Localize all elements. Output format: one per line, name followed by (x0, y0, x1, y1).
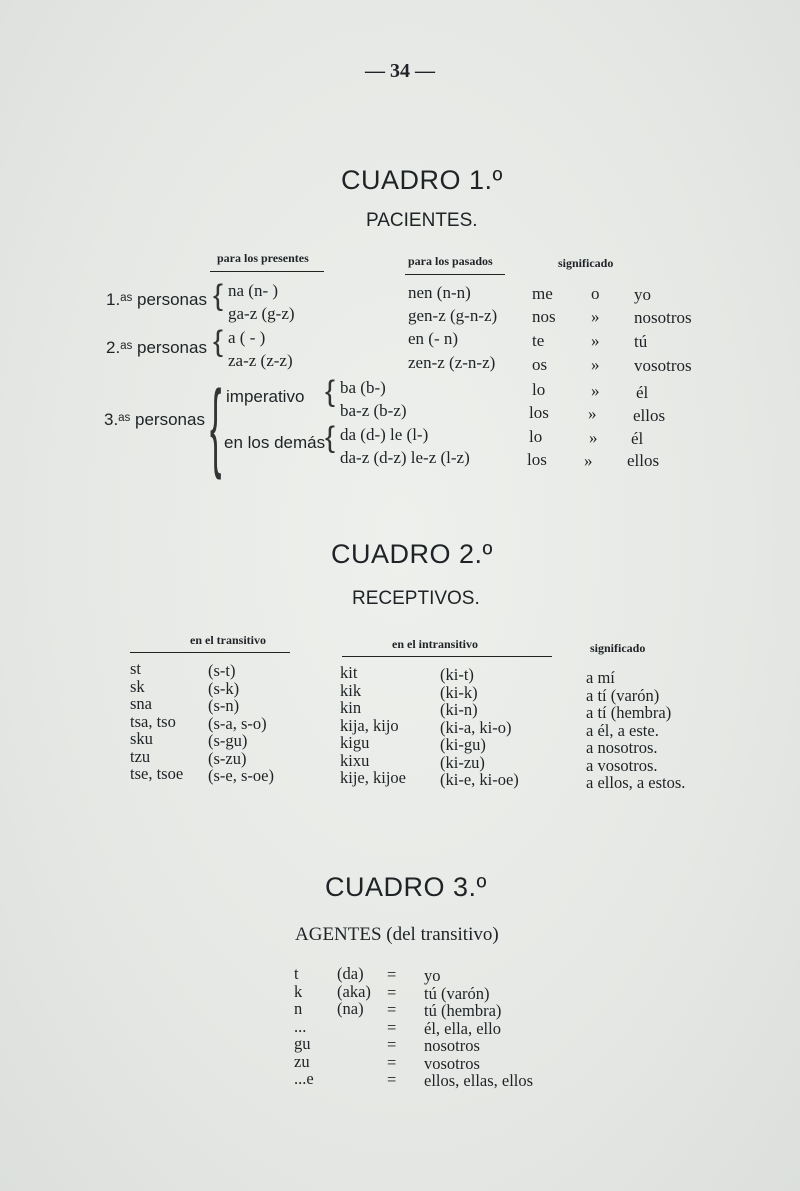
third4-sig: ellos (627, 451, 660, 470)
head-pasados: para los pasados (408, 254, 493, 268)
brace-2: { (213, 325, 224, 358)
agente-meaning: nosotros (424, 1036, 480, 1055)
row2-o: » (591, 307, 600, 326)
agente-long: (da) (337, 964, 364, 983)
row2-pres: ga-z (g-z) (228, 304, 295, 323)
rule-transitivo (130, 652, 290, 653)
trans-analysis-col (208, 662, 274, 785)
receptivo-meaning: a ellos, a estos. (586, 773, 686, 792)
intr-analysis: (ki-gu) (440, 735, 486, 754)
head-presentes: para los presentes (217, 251, 309, 265)
head-transitivo: en el transitivo (190, 633, 266, 647)
row1-sig: yo (634, 285, 651, 304)
agente-meaning: yo (424, 966, 441, 985)
rule-presentes (210, 271, 324, 272)
third1-o: » (591, 381, 600, 400)
cuadro2-title: CUADRO 2.º (331, 539, 493, 569)
trans-analysis: (s-k) (208, 678, 240, 698)
row1-pas: nen (n-n) (408, 283, 471, 302)
intr-form: kije, kijoe (340, 768, 406, 787)
row3-pas: en (- n) (408, 329, 459, 348)
agente-meaning: tú (varón) (424, 983, 490, 1003)
intr-analysis: (ki-k) (440, 682, 478, 702)
receptivo-meaning: a vosotros. (586, 755, 658, 775)
trans-analysis: (s-a, s-o) (208, 713, 267, 733)
row3-pron: te (532, 331, 545, 350)
row2-sig: nosotros (634, 308, 692, 327)
intr-form: kija, kijo (340, 715, 399, 735)
agente-long: (na) (337, 999, 364, 1018)
equals-sign: = (387, 1052, 397, 1072)
agente-form: t (294, 964, 299, 983)
receptivo-meaning: a tí (varón) (586, 685, 660, 705)
intr-analysis: (ki-e, ki-oe) (440, 770, 519, 789)
receptivo-meaning: a mí (586, 668, 615, 687)
rule-pasados (405, 274, 505, 275)
equals-sign: = (387, 1017, 397, 1037)
agente-form: ...e (294, 1069, 314, 1088)
row4-o: » (591, 355, 600, 374)
brace-1: { (213, 279, 224, 312)
cuadro1-subtitle: PACIENTES. (366, 210, 478, 231)
row1-o: o (591, 284, 600, 303)
receptivos-meaning-col (586, 669, 685, 792)
intr-forms-col (340, 664, 406, 787)
trans-form: sku (130, 729, 153, 748)
agente-form: ... (294, 1016, 307, 1036)
equals-sign: = (387, 982, 397, 1002)
row4-pas: zen-z (z-n-z) (408, 353, 496, 372)
cuadro2-subtitle: RECEPTIVOS. (352, 588, 480, 609)
trans-form: st (130, 659, 142, 678)
trans-analysis: (s-zu) (208, 748, 247, 768)
intr-analysis: (ki-t) (440, 665, 474, 684)
imperativo-label: imperativo (226, 387, 305, 406)
cuadro3-subtitle: AGENTES (del transitivo) (295, 924, 499, 945)
trans-form: sna (130, 694, 152, 713)
intr-form: kixu (340, 750, 370, 770)
third1-sig: él (636, 383, 649, 402)
rule-intransitivo (342, 656, 552, 657)
row2-pas: gen-z (g-n-z) (408, 306, 498, 325)
third4-pron: los (527, 450, 547, 469)
row4-pres: za-z (z-z) (228, 351, 293, 370)
third3-o: » (589, 428, 598, 447)
agentes-forms-col (294, 965, 314, 1088)
intr-form: kik (340, 680, 362, 700)
row4-pron: os (532, 355, 548, 374)
receptivo-meaning: a él, a este. (586, 720, 659, 740)
intr-analysis-col (440, 666, 519, 789)
trans-form: tzu (130, 746, 151, 766)
intr-analysis: (ki-a, ki-o) (440, 717, 512, 737)
intr-analysis: (ki-n) (440, 700, 478, 719)
trans-form: sk (130, 676, 145, 696)
trans-analysis: (s-e, s-oe) (208, 766, 274, 785)
equals-sign: = (387, 1000, 397, 1019)
agente-form: gu (294, 1034, 311, 1053)
cuadro1-title: CUADRO 1.º (341, 165, 503, 195)
p3-label: 3.ᵃˢ personas (104, 410, 205, 429)
trans-form: tsa, tso (130, 711, 176, 731)
agente-form: k (294, 981, 303, 1001)
agente-long: (aka) (337, 981, 371, 1001)
head-significado-2: significado (590, 641, 646, 655)
trans-analysis: (s-t) (208, 661, 236, 680)
third1-pron: lo (532, 380, 546, 399)
third4-o: » (584, 451, 593, 470)
row1-pron: me (532, 284, 553, 303)
p1-label: 1.ᵃˢ personas (106, 290, 207, 309)
receptivo-meaning: a tí (hembra) (586, 703, 672, 722)
row2-pron: nos (532, 307, 556, 326)
intr-form: kigu (340, 733, 370, 752)
brace-3: { (210, 370, 222, 480)
row4-sig: vosotros (634, 356, 692, 375)
third3-sig: él (631, 429, 644, 448)
third2-sig: ellos (633, 406, 666, 425)
third3-pron: lo (529, 427, 543, 446)
row3-sig: tú (634, 332, 648, 351)
intr-form: kit (340, 663, 358, 682)
row3-pres: a ( - ) (228, 328, 266, 347)
agente-form: n (294, 999, 303, 1018)
agentes-meaning-col (424, 967, 533, 1090)
cuadro3-title: CUADRO 3.º (325, 872, 487, 902)
agentes-long-col (337, 965, 371, 1018)
brace-5: { (325, 421, 336, 454)
brace-4: { (325, 375, 336, 408)
equals-sign: = (387, 1035, 397, 1054)
trans-forms-col (130, 660, 183, 783)
row1-pres: na (n- ) (228, 281, 279, 300)
agente-meaning: vosotros (424, 1053, 480, 1073)
intr-form: kin (340, 698, 362, 717)
equals-sign: = (387, 1070, 397, 1089)
trans-analysis: (s-n) (208, 696, 240, 715)
third4-form: da-z (d-z) le-z (l-z) (340, 448, 470, 467)
agente-form: zu (294, 1051, 310, 1071)
page-number: — 34 — (365, 60, 435, 82)
equals-sign: = (387, 965, 397, 984)
third2-pron: los (529, 403, 549, 422)
trans-form: tse, tsoe (130, 764, 184, 783)
third1-form: ba (b-) (340, 378, 386, 397)
third3-form: da (d-) le (l-) (340, 425, 429, 444)
agentes-eq-col (387, 966, 396, 1089)
intr-analysis: (ki-zu) (440, 752, 485, 772)
third2-form: ba-z (b-z) (340, 401, 407, 420)
head-significado-1: significado (558, 256, 614, 270)
p2-label: 2.ᵃˢ personas (106, 338, 207, 357)
third2-o: » (588, 404, 597, 423)
head-intransitivo: en el intransitivo (392, 637, 478, 651)
agente-meaning: él, ella, ello (424, 1018, 501, 1038)
trans-analysis: (s-gu) (208, 731, 248, 750)
demas-label: en los demás (224, 433, 326, 452)
agente-meaning: tú (hembra) (424, 1001, 502, 1020)
row3-o: » (591, 331, 600, 350)
agente-meaning: ellos, ellas, ellos (424, 1071, 534, 1090)
receptivo-meaning: a nosotros. (586, 738, 658, 757)
